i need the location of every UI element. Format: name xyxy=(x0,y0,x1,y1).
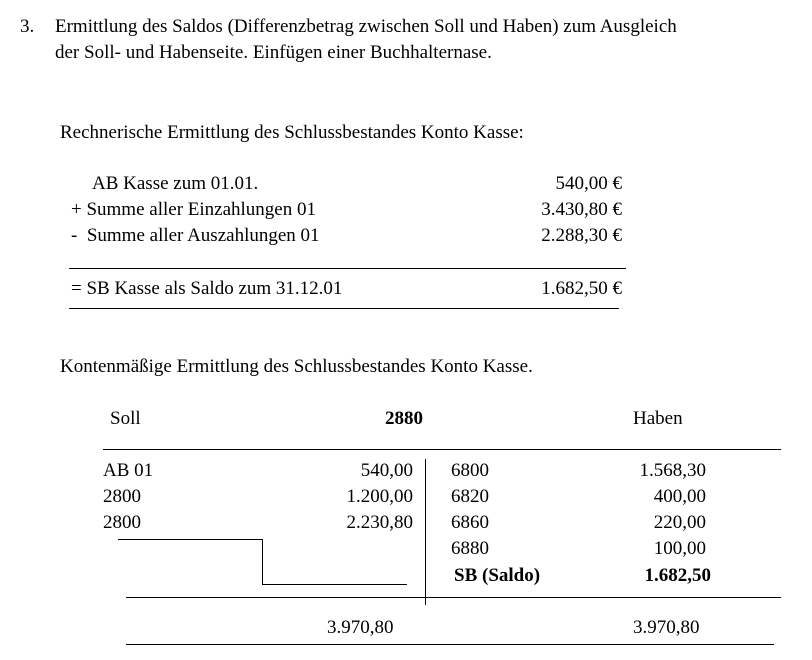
buchhalternase-vertical xyxy=(262,539,263,584)
t-account-double-underline xyxy=(126,644,774,645)
buchhalternase-bottom xyxy=(262,584,407,585)
soll-total: 3.970,80 xyxy=(327,617,394,638)
soll-entry-amount: 540,00 xyxy=(360,460,413,481)
calc-row-label: - Summe aller Auszahlungen 01 xyxy=(71,225,320,246)
t-account-divider xyxy=(425,459,426,605)
haben-total: 3.970,80 xyxy=(633,617,700,638)
haben-entry-amount: 1.568,30 xyxy=(639,460,706,481)
account-heading: Kontenmäßige Ermittlung des Schlussbestandes Konto Kasse. xyxy=(60,356,533,377)
haben-entry-amount: 100,00 xyxy=(653,538,706,559)
haben-entry-account: 6820 xyxy=(451,486,489,507)
haben-entry-account: 6800 xyxy=(451,460,489,481)
haben-entry-amount: 400,00 xyxy=(653,486,706,507)
saldo-label: SB (Saldo) xyxy=(454,565,541,586)
haben-entry-account: 6880 xyxy=(451,538,489,559)
calc-result-label: = SB Kasse als Saldo zum 31.12.01 xyxy=(71,278,343,299)
buchhalternase-top xyxy=(118,539,263,540)
soll-entry-amount: 1.200,00 xyxy=(346,486,413,507)
soll-entry-amount: 2.230,80 xyxy=(346,512,413,533)
calc-result-value: 1.682,50 € xyxy=(541,278,622,299)
calc-row-label: AB Kasse zum 01.01. xyxy=(92,173,259,194)
soll-entry-account: AB 01 xyxy=(103,460,154,481)
soll-label: Soll xyxy=(110,408,141,429)
task-text-line2: der Soll- und Habenseite. Einfügen einer Buchhalternase. xyxy=(55,42,492,63)
soll-entry-account: 2800 xyxy=(103,486,141,507)
calc-result-underline xyxy=(69,308,619,309)
calc-row-value: 540,00 € xyxy=(555,173,622,194)
calc-row-label: + Summe aller Einzahlungen 01 xyxy=(71,199,316,220)
calc-heading: Rechnerische Ermittlung des Schlussbestandes Konto Kasse: xyxy=(60,122,524,143)
calc-sum-line xyxy=(69,268,626,269)
calc-row-value: 2.288,30 € xyxy=(541,225,622,246)
soll-entry-account: 2800 xyxy=(103,512,141,533)
t-account-top-line xyxy=(103,449,781,450)
t-account-sum-line xyxy=(126,597,781,598)
haben-label: Haben xyxy=(633,408,683,429)
task-text-line1: Ermittlung des Saldos (Differenzbetrag zwischen Soll und Haben) zum Ausgleich xyxy=(55,16,677,37)
calc-row-value: 3.430,80 € xyxy=(541,199,622,220)
saldo-amount: 1.682,50 xyxy=(644,565,711,586)
task-number: 3. xyxy=(20,16,35,37)
account-number: 2880 xyxy=(385,408,423,429)
haben-entry-account: 6860 xyxy=(451,512,489,533)
haben-entry-amount: 220,00 xyxy=(653,512,706,533)
